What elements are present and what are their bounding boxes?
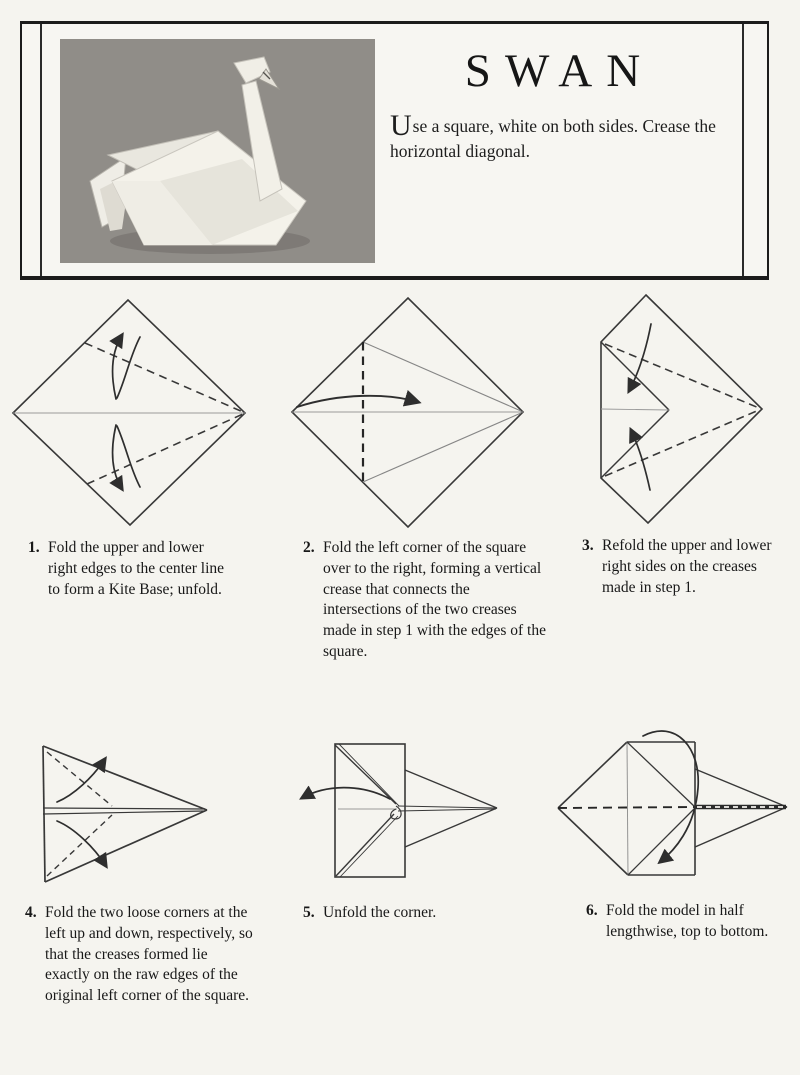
step-1-number: 1. bbox=[28, 539, 40, 556]
step-6-caption bbox=[586, 901, 778, 943]
intro-text: se a square, white on both sides. Crease the horizontal diagonal. bbox=[390, 116, 716, 162]
step-3-number: 3. bbox=[582, 537, 594, 554]
step-4-number: 4. bbox=[25, 904, 37, 921]
step-4-caption bbox=[25, 903, 253, 1007]
diagram-step-6 bbox=[548, 725, 798, 897]
step-1-text: Fold the upper and lower right edges to the center line to form a Kite Base; unfold. bbox=[48, 539, 225, 598]
step-2-text: Fold the left corner of the square over to the right, forming a vertical crease that connects the intersections of the two creases made in step 1 with the edges of the square. bbox=[323, 539, 546, 660]
diagram-step-2 bbox=[280, 288, 536, 534]
step-1-caption bbox=[28, 538, 230, 600]
step-6-text: Fold the model in half lengthwise, top to bottom. bbox=[606, 902, 769, 940]
step-5-number: 5. bbox=[303, 904, 315, 921]
swan-photo-illustration bbox=[60, 39, 375, 263]
diagram-step-3 bbox=[560, 288, 800, 534]
swan-photo bbox=[60, 39, 375, 263]
step-3-caption bbox=[582, 536, 784, 598]
intro-dropcap: U bbox=[390, 109, 412, 142]
diagram-step-4 bbox=[10, 725, 266, 897]
step-4-text: Fold the two loose corners at the left up and down, respectively, so that the creases formed lie exactly on the raw edges of the original left corner of the square. bbox=[45, 904, 253, 1005]
step-2-caption bbox=[303, 538, 551, 663]
step-5-text: Unfold the corner. bbox=[323, 904, 437, 921]
header-plate bbox=[20, 21, 769, 280]
step-3-text: Refold the upper and lower right sides on the creases made in step 1. bbox=[602, 537, 772, 596]
diagram-step-1 bbox=[0, 288, 268, 534]
left-inner-rule bbox=[40, 24, 42, 276]
page-title: SWAN bbox=[464, 45, 655, 97]
step-5-caption bbox=[303, 903, 533, 924]
diagram-step-5 bbox=[282, 725, 514, 897]
step-6-number: 6. bbox=[586, 902, 598, 919]
step-2-number: 2. bbox=[303, 539, 315, 556]
intro-paragraph bbox=[390, 109, 782, 165]
